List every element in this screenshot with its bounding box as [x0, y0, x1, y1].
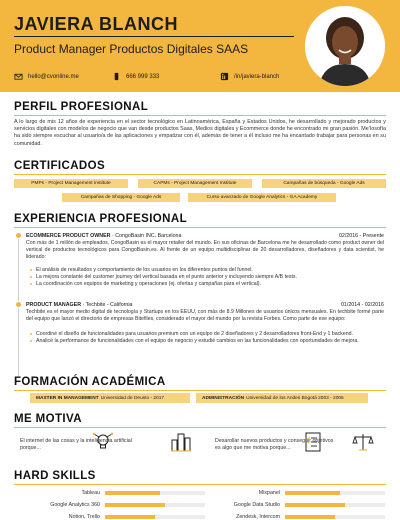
skill-label: Notion, Trello — [68, 514, 100, 520]
skill-label: Mixpanel — [258, 490, 280, 496]
motiva-text: Desarollar nuevos productos y conseguir objetivos es algo que me motiva porque... — [215, 438, 334, 451]
skill-level-bar — [285, 503, 385, 507]
header-band — [0, 0, 400, 92]
job-dates: 02/2016 - Presente — [338, 233, 384, 239]
contact-linkedin[interactable] — [220, 72, 279, 81]
education-item — [196, 393, 368, 403]
education-degree: ADMINISTRACIÓN — [202, 395, 245, 401]
checklist-icon — [302, 431, 324, 453]
cert-item: Campañas de búsqueda - Google Ads — [262, 179, 386, 188]
list-item: Coordiné el diseño de funcionalidades para usuarios premium con un equipo de 2 diseñadores y 2 desarrolladores front-End y 1 backend. — [30, 331, 380, 338]
skill-level-bar — [105, 515, 205, 519]
skill-level-bar — [285, 515, 385, 519]
skill-level-bar — [105, 503, 205, 507]
section-rule-formacion — [14, 390, 386, 391]
header-divider — [14, 36, 294, 37]
cert-item: PMPs - Project Management Institute — [14, 179, 128, 188]
section-rule-certificados — [14, 174, 386, 175]
job-header — [26, 302, 384, 308]
list-item: La coordinación con equipos de marketing y operaciones (ej. ofertas y campañas para el vertical). — [30, 281, 380, 288]
education-detail: Universidad de los Andes Bogotá 2003 - 2006 — [246, 395, 344, 401]
education-detail: Universidad de Deusto - 2017 — [100, 395, 165, 401]
job-company: · CongoBasin INC, Barcelona — [111, 233, 182, 239]
timeline-dot — [15, 232, 22, 239]
list-item: El análisis de resultados y comportamiento de los usuarios en los diferentes puntos del funnel. — [30, 267, 380, 274]
cert-item: CAPMs - Project Management Institute — [138, 179, 252, 188]
skill-level-bar — [105, 491, 205, 495]
cert-item: Curso avanzado de Google Analytics - GA Academy — [188, 193, 336, 202]
section-title-formacion: FORMACIÓN ACADÉMICA — [14, 376, 166, 388]
perfil-text: A lo largo de mis 12 años de experiencia en el sector tecnológico en Latinoamérica, España y Estados Unidos, he desarrollado y mejorado productos y servicios digitales con modelos de negocio que van desde productos Saas, Medios digitales y Ecommerce donde he encontrado mi gran pasión. Me'Iosofía ha sido siempre escuchar al usuario/a de las aplicaciones y empatizar con él, además de tener a él incluso me ha encantado trabajar para personas en su comunidad. — [14, 119, 386, 147]
city-icon — [170, 431, 192, 453]
job-bullet-list — [30, 267, 380, 287]
job-header — [26, 233, 384, 239]
section-rule-motiva — [14, 427, 386, 428]
section-title-perfil: PERFIL PROFESIONAL — [14, 101, 149, 113]
section-title-experiencia: EXPERIENCIA PROFESIONAL — [14, 213, 187, 225]
timeline-dot — [15, 301, 22, 308]
list-item: La mejora constante del customer journey del vertical basada en el punto anterior y incluyendo siempre A/B tests. — [30, 274, 380, 281]
skill-level-fill — [285, 503, 345, 507]
skill-label: Google Data Studio — [233, 502, 280, 508]
section-title-motiva: ME MOTIVA — [14, 413, 82, 425]
section-title-skills: HARD SKILLS — [14, 470, 96, 482]
skill-level-fill — [285, 515, 335, 519]
section-rule-experiencia — [14, 227, 386, 228]
section-title-certificados: CERTIFICADOS — [14, 160, 106, 172]
linkedin-text: /in/javiera-blanch — [234, 73, 280, 80]
section-rule-perfil — [14, 115, 386, 116]
skill-label: Zendesk, Intercom — [236, 514, 280, 520]
job-role: ECOMMERCE PRODUCT OWNER — [26, 233, 111, 239]
skill-level-fill — [105, 503, 165, 507]
profile-photo — [305, 6, 385, 86]
skill-label: Google Analytics 360 — [50, 502, 100, 508]
cert-item: Campañas de Shopping - Google Ads — [62, 193, 180, 202]
scale-icon — [352, 431, 374, 453]
phone-text: 666 999 333 — [126, 73, 160, 80]
lightbulb-network-icon — [92, 431, 114, 453]
email-icon — [14, 72, 23, 81]
linkedin-icon — [220, 72, 229, 81]
job-dates: 01/2014 - 02/2016 — [340, 302, 384, 308]
job-bullet-list — [30, 331, 380, 345]
contact-email[interactable] — [14, 72, 79, 81]
job-description: Techbite es el mayor medio digital de tecnología y Startups en los EEUU, con más de 8.9 Millones de usuarios únicos mensuales. En techbite formé parte del equipo que lanzó el directorio de empresas Bitefiles, considerado el mayor del mundo por la revista Forbes. Como parte de ese equipo: — [26, 309, 384, 322]
skill-level-fill — [285, 491, 340, 495]
contact-phone[interactable] — [112, 72, 159, 81]
skill-label: Tableau — [81, 490, 100, 496]
education-item — [30, 393, 190, 403]
section-rule-skills — [14, 484, 386, 485]
email-text: hello@cvonline.me — [28, 73, 79, 80]
skill-level-bar — [285, 491, 385, 495]
job-description: Con más de 1 millón de empleados, CongoBasin es el mayor retailer del mundo. En sus oficinas de Barcelona me he desarrollado como product owner del vertical de productos tecnológicos para CongoBasin.es. Al frente de un equipo multidisciplinar de 20 desarrolladores, diseñadores y data scientist, he liderado: — [26, 240, 384, 260]
phone-icon — [112, 72, 121, 81]
list-item: Analicé la performance de funcionalidades con el equipo de negocio y estudié cambios en las funcionalidades con oportunidades de mejora. — [30, 338, 380, 345]
candidate-role: Product Manager Productos Digitales SAAS — [14, 42, 249, 56]
job-company: · Techbite - California — [82, 302, 133, 308]
skill-level-fill — [105, 515, 155, 519]
candidate-name: JAVIERA BLANCH — [14, 14, 179, 34]
skill-level-fill — [105, 491, 160, 495]
motiva-text: El internet de las cosas y la inteligencia artificial porque... — [20, 438, 132, 451]
job-role: PRODUCT MANAGER — [26, 302, 82, 308]
education-degree: MASTER IN MANAGEMENT — [36, 395, 99, 401]
